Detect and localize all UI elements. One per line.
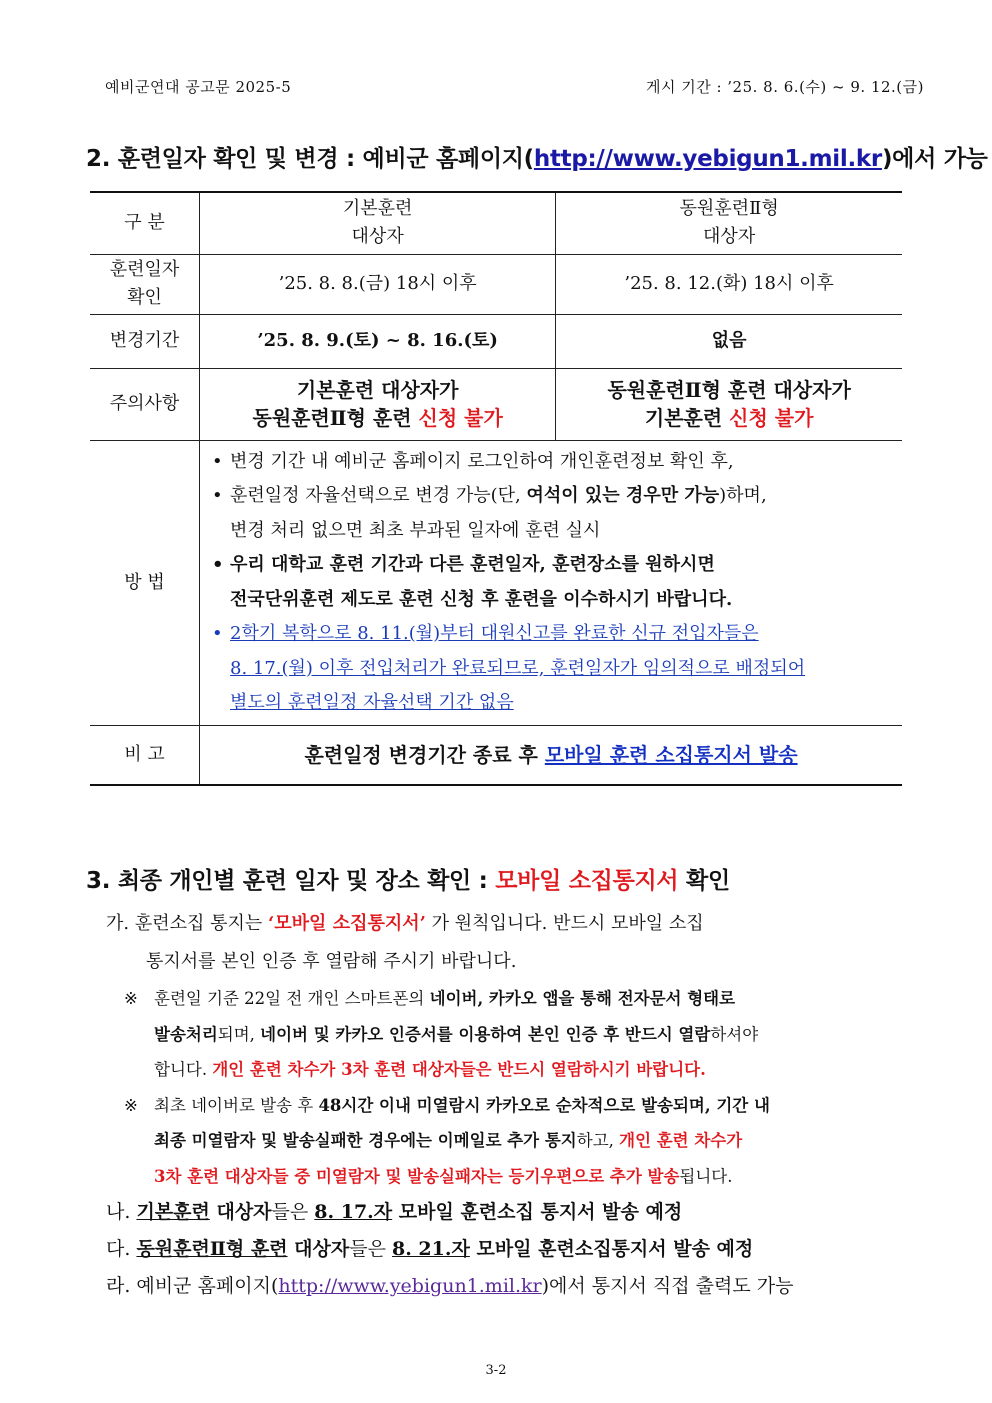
- item-da-text: 들은: [349, 1238, 392, 1260]
- method-item-line2: 변경 처리 없으면 최초 부과된 일자에 훈련 실시: [230, 519, 601, 541]
- item-na-date: 8. 17.자: [314, 1201, 393, 1223]
- caution-basic-text: 동원훈련Ⅱ형 훈련: [252, 406, 419, 430]
- item-da-subject: 대상자: [287, 1238, 350, 1260]
- header-basic-line1: 기본훈련: [342, 198, 413, 220]
- header-basic-line2: 대상자: [351, 226, 404, 248]
- note-2-line2-emphasis: 최종 미열람자 및 발송실패한 경우에는 이메일로 추가 통지: [154, 1131, 577, 1150]
- caution-mobilization-text: 기본훈련: [644, 406, 730, 430]
- item-ga-text-end: 가 원칙입니다. 반드시 모바일 소집: [425, 913, 704, 934]
- note-2-line2-text: 하고,: [576, 1131, 620, 1150]
- note-2-emphasis: 48시간 이내 미열람시 카카오로 순차적으로 발송되며, 기간 내: [318, 1095, 770, 1115]
- method-cell: [200, 440, 903, 725]
- method-item-line1: 2학기 복학으로 8. 11.(월)부터 대원신고를 완료한 신규 전입자들은: [230, 623, 759, 644]
- method-item: [208, 479, 894, 548]
- note-1: [106, 981, 912, 1088]
- item-ga-highlight: ‘모바일 소집통지서’: [268, 913, 426, 934]
- table-header-row: [90, 192, 902, 254]
- item-na-marker: 나.: [106, 1201, 137, 1223]
- item-da: [106, 1231, 912, 1268]
- header-category-label: 구 분: [124, 212, 165, 234]
- section2-title-suffix: )에서 가능: [881, 146, 988, 172]
- notice-number: 예비군연대 공고문 2025-5: [105, 78, 292, 96]
- item-da-marker: 다.: [106, 1238, 137, 1260]
- posting-period: 게시 기간 : ’25. 8. 6.(수) ~ 9. 12.(금): [645, 78, 924, 96]
- confirm-mobilization: ’25. 8. 12.(화) 18시 이후: [556, 254, 902, 314]
- row-label-remark: 비 고: [90, 725, 200, 785]
- header-mobilization-line1: 동원훈련Ⅱ형: [679, 198, 779, 220]
- change-mobilization: 없음: [556, 314, 902, 368]
- header-mobilization-line2: 대상자: [703, 226, 756, 248]
- note-2-line3-warning: 3차 훈련 대상자들 중 미열람자 및 발송실패자는 등기우편으로 추가 발송: [154, 1166, 680, 1186]
- item-na-target: 기본훈련: [136, 1201, 210, 1223]
- header-category: [90, 192, 200, 254]
- section3-body: [106, 905, 912, 1305]
- caution-basic-line1: 기본훈련 대상자가: [296, 378, 459, 402]
- item-da-action: 모바일 훈련소집통지서 발송 예정: [469, 1238, 754, 1260]
- section3-title-highlight: 모바일 소집통지서: [495, 868, 679, 894]
- note-2-text: 최초 네이버로 발송 후: [154, 1095, 319, 1115]
- header-mobilization: [556, 192, 902, 254]
- item-ra-text: 라. 예비군 홈페이지(: [106, 1275, 279, 1297]
- section2-title-text: 2. 훈련일자 확인 및 변경 : 예비군 홈페이지(: [86, 146, 534, 172]
- item-ra-text-end: )에서 통지서 직접 출력도 가능: [541, 1275, 794, 1297]
- note-1-line3-text: 합니다.: [154, 1060, 213, 1079]
- note-1-line2-emphasis: 발송처리: [154, 1024, 218, 1044]
- note-1-line3-warning: 개인 훈련 차수가 3차 훈련 대상자들은 반드시 열람하시기 바랍니다.: [212, 1060, 706, 1079]
- homepage-link-bottom[interactable]: http://www.yebigun1.mil.kr: [278, 1275, 542, 1297]
- note-1-line2: [124, 1017, 912, 1053]
- change-basic: ’25. 8. 9.(토) ~ 8. 16.(토): [200, 314, 556, 368]
- reference-mark: ※: [124, 989, 138, 1008]
- item-ga-line2: 통지서를 본인 인증 후 열람해 주시기 바랍니다.: [146, 951, 517, 972]
- method-item-line3: 별도의 훈련일정 자율선택 기간 없음: [230, 692, 514, 713]
- caution-basic-warning: 신청 불가: [418, 406, 503, 430]
- method-item-emphasis: 여석이 있는 경우만 가능: [526, 485, 720, 506]
- caution-mobilization-warning: 신청 불가: [729, 406, 814, 430]
- caution-basic-line2: [206, 404, 549, 432]
- remark-text: 훈련일정 변경기간 종료 후: [304, 742, 545, 767]
- remark-highlight: 모바일 훈련 소집통지서 발송: [544, 742, 798, 767]
- table-row: [90, 314, 902, 368]
- method-item-line2: 8. 17.(월) 이후 전입처리가 완료되므로, 훈련일자가 임의적으로 배정되어: [230, 657, 806, 679]
- method-list: [208, 445, 894, 721]
- item-na-subject: 대상자: [209, 1201, 272, 1223]
- item-na: [106, 1194, 912, 1231]
- row-label-change: 변경기간: [90, 314, 200, 368]
- note-2: [106, 1088, 912, 1195]
- section3-title-text: 3. 최종 개인별 훈련 일자 및 장소 확인 :: [86, 868, 496, 894]
- section3-title: [86, 862, 730, 895]
- item-ga-text: 가. 훈련소집 통지는: [106, 913, 268, 934]
- schedule-table: [90, 191, 902, 786]
- item-ga: [106, 905, 912, 943]
- homepage-link[interactable]: http://www.yebigun1.mil.kr: [533, 146, 882, 172]
- note-2-line2-warning: 개인 훈련 차수가: [619, 1131, 743, 1150]
- caution-mobilization-line1: 동원훈련Ⅱ형 훈련 대상자가: [607, 378, 851, 402]
- note-2-line3-end: 됩니다.: [679, 1166, 733, 1186]
- method-item-notice: [208, 617, 894, 721]
- method-item-line2: 전국단위훈련 제도로 훈련 신청 후 훈련을 이수하시기 바랍니다.: [230, 588, 733, 610]
- note-1-line2-text: 되며,: [217, 1024, 261, 1044]
- table-row: [90, 254, 902, 314]
- row-label-confirm-line2: 확인: [127, 287, 162, 308]
- note-1-line3: [124, 1052, 912, 1088]
- row-label-caution: 주의사항: [90, 368, 200, 440]
- item-na-text: 들은: [271, 1201, 315, 1223]
- note-2-line3: [124, 1159, 912, 1195]
- note-1-text: 훈련일 기준 22일 전 개인 스마트폰의: [154, 989, 430, 1008]
- section2-title: [86, 140, 988, 173]
- note-1-line2-emphasis2: 네이버 및 카카오 인증서를 이용하여 본인 인증 후 반드시 열람: [260, 1024, 711, 1044]
- row-label-method: 방 법: [90, 440, 200, 725]
- item-ra: [106, 1268, 912, 1305]
- row-label-confirm-line1: 훈련일자: [109, 259, 180, 280]
- table-row: [90, 368, 902, 440]
- caution-mobilization: [556, 368, 902, 440]
- note-1-line2-end: 하셔야: [710, 1024, 759, 1044]
- item-na-action: 모바일 훈련소집 통지서 발송 예정: [392, 1201, 683, 1223]
- remark-cell: [200, 725, 903, 785]
- method-item-line1: 우리 대학교 훈련 기간과 다른 훈련일자, 훈련장소를 원하시면: [230, 554, 715, 575]
- note-2-line2: [124, 1123, 912, 1159]
- confirm-basic: ’25. 8. 8.(금) 18시 이후: [200, 254, 556, 314]
- row-label-confirm: [90, 254, 200, 314]
- method-item: [208, 548, 894, 617]
- table-row: [90, 440, 902, 725]
- page-number: 3-2: [485, 1363, 507, 1378]
- item-da-date: 8. 21.자: [391, 1238, 470, 1260]
- header-basic: [200, 192, 556, 254]
- caution-basic: [200, 368, 556, 440]
- note-1-emphasis: 네이버, 카카오 앱을 통해 전자문서 형태로: [429, 989, 736, 1008]
- table-row: [90, 725, 902, 785]
- item-da-target: 동원훈련Ⅱ형 훈련: [136, 1238, 288, 1260]
- method-item-text-end: )하며,: [719, 485, 767, 506]
- caution-mobilization-line2: [562, 404, 896, 432]
- reference-mark: ※: [124, 1095, 138, 1115]
- method-item-text: 훈련일정 자율선택으로 변경 가능(단,: [230, 485, 527, 506]
- method-item: • 변경 기간 내 예비군 홈페이지 로그인하여 개인훈련정보 확인 후,: [208, 445, 894, 480]
- section3-title-suffix: 확인: [678, 868, 730, 894]
